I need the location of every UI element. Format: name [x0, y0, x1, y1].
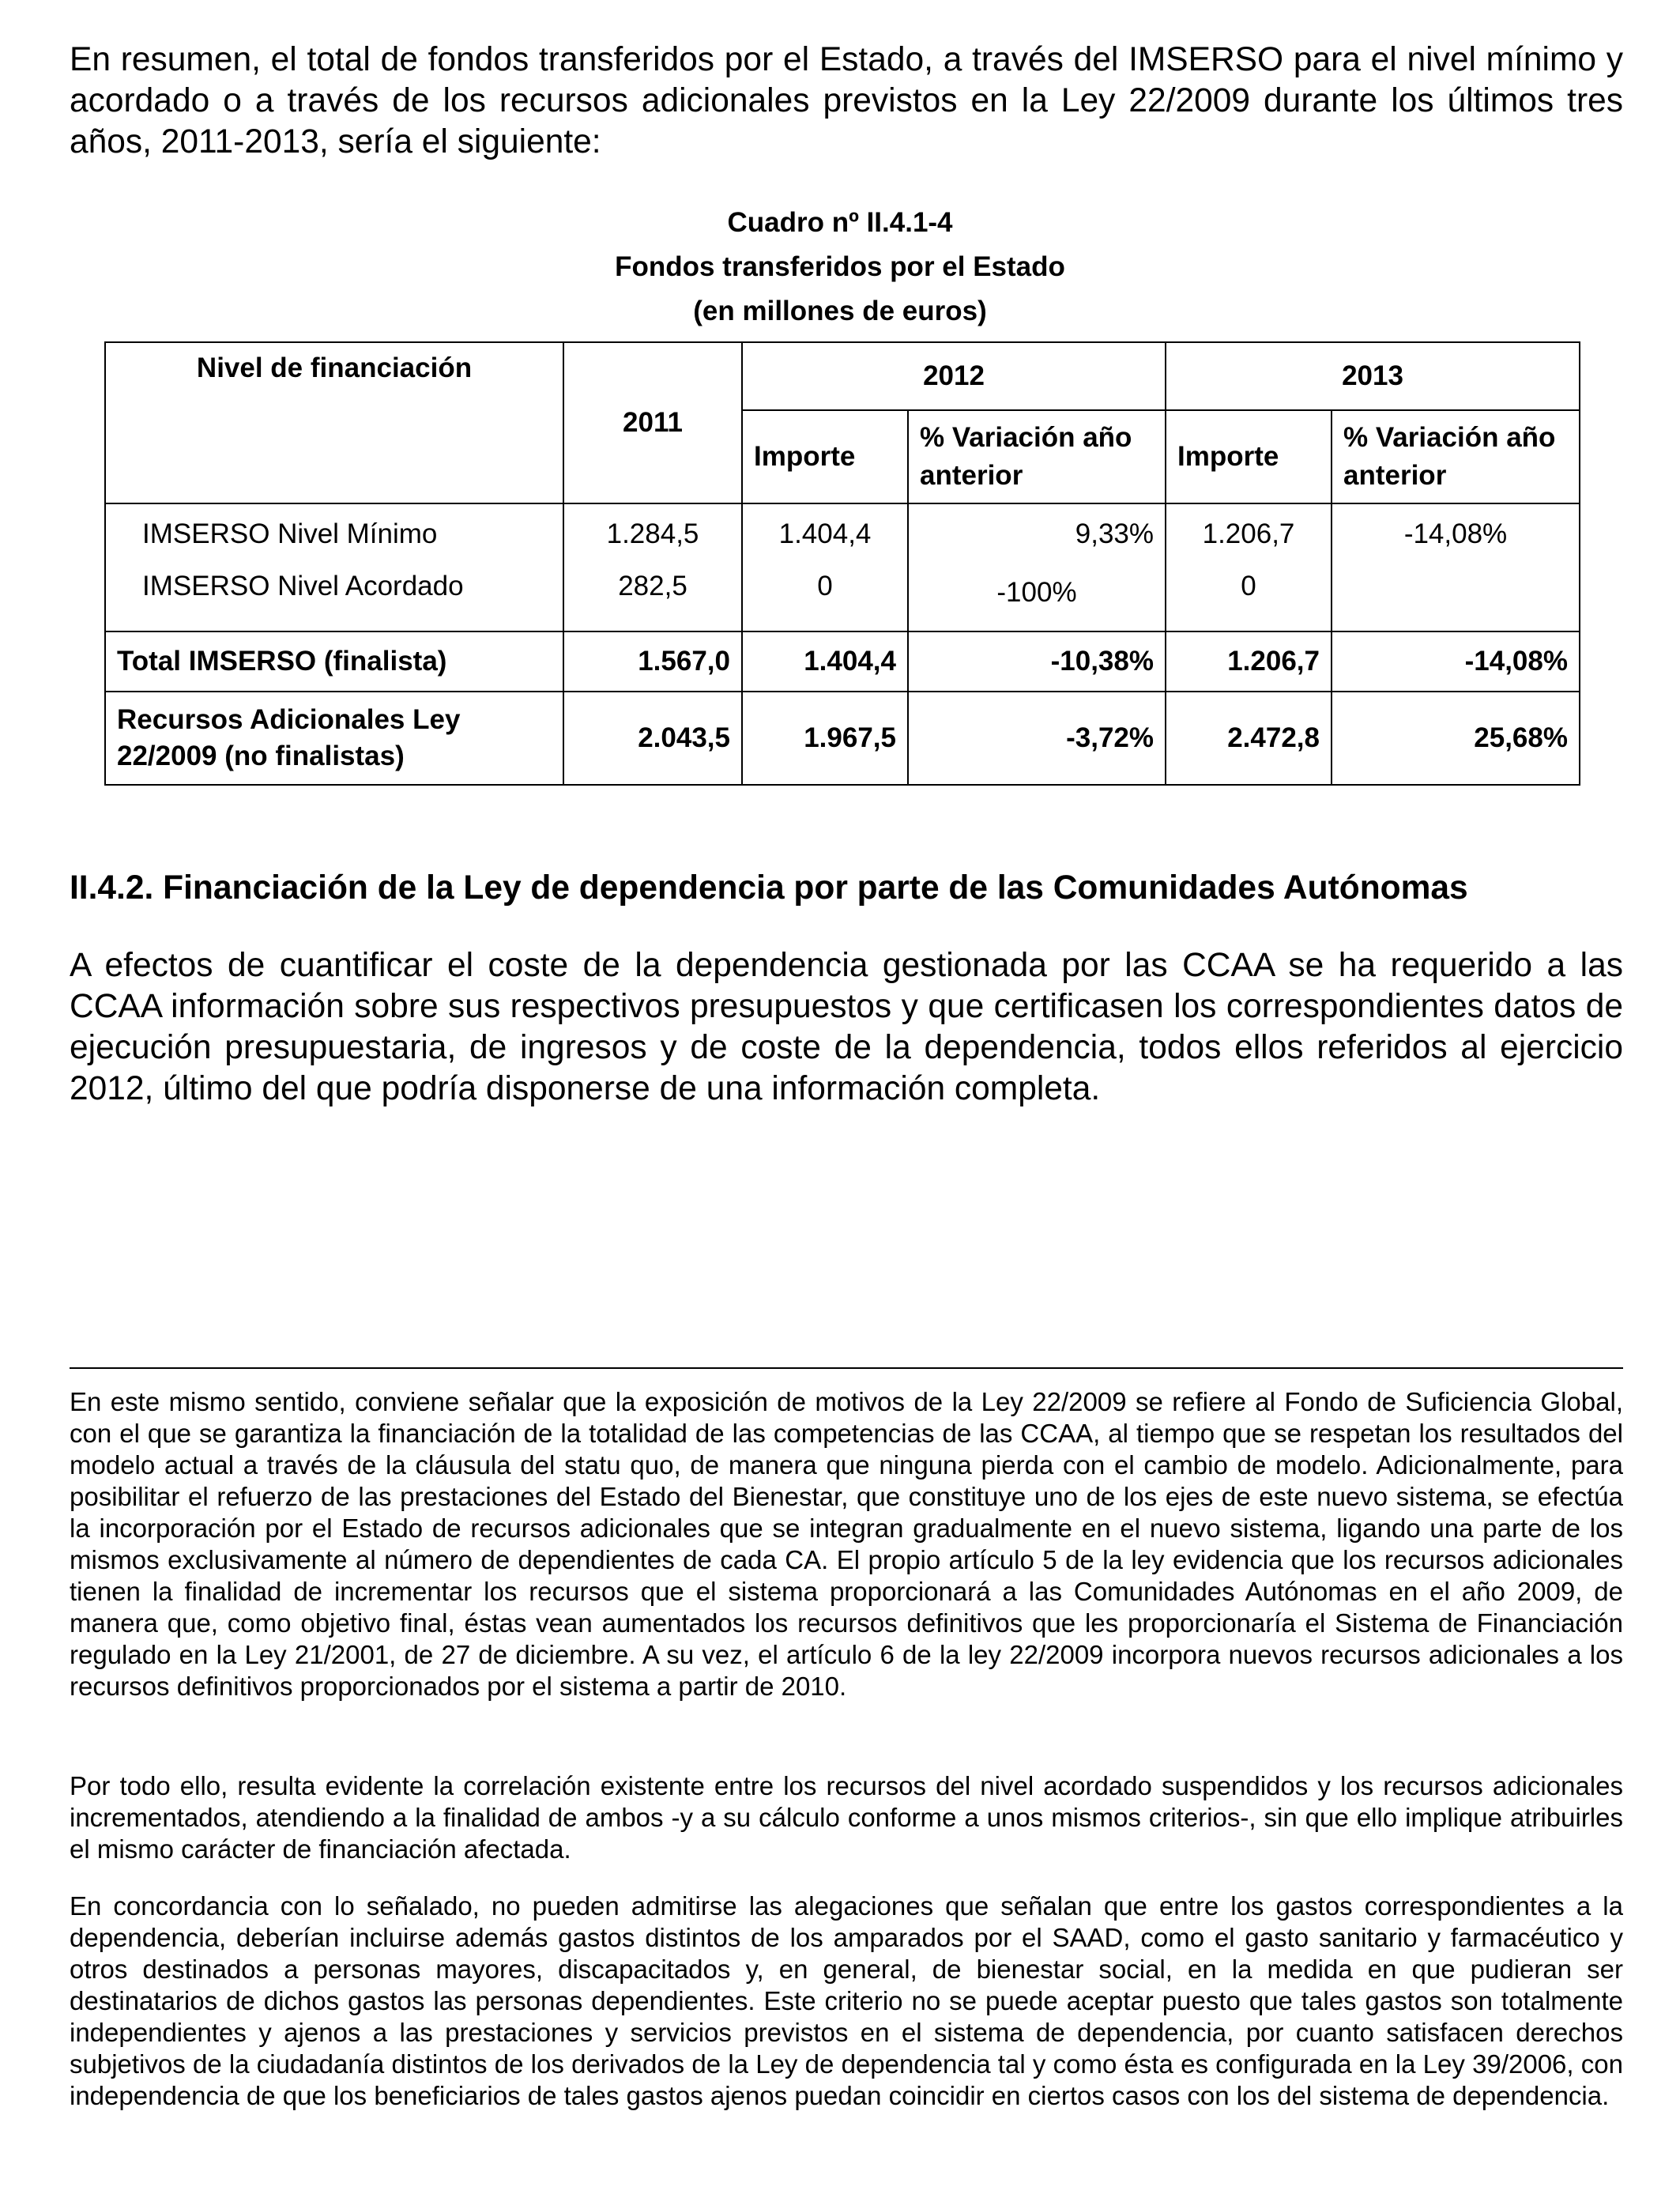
row-label: IMSERSO Nivel Acordado [105, 564, 563, 631]
cell-2012-importe: 1.404,4 [742, 631, 908, 692]
header-2012-importe: Importe [742, 410, 908, 503]
header-2013: 2013 [1166, 342, 1580, 410]
footnote-paragraph-3: En concordancia con lo señalado, no pueden admitirse las alegaciones que señalan que entre los gastos correspondientes a la dependencia, deberían incluirse además gastos distintos de los amparados por el SAAD, como el gasto sanitario y farmacéutico y otros destinados a personas mayores, discapacitados y, en general, de bienestar social, en la medida en que pudieran ser destinatarios de dichos gastos las personas dependientes. Este criterio no se puede aceptar puesto que tales gastos son totalmente independientes y ajenos a las prestaciones y servicios previstos en el sistema de dependencia, por cuanto satisfacen derechos subjetivos de la ciudadanía distintos de los derivados de la Ley de dependencia tal y como ésta es configurada en la Ley 39/2006, con independencia de que los beneficiarios de tales gastos ajenos puedan coincidir en ciertos casos con los del sistema de dependencia. [70, 1891, 1623, 2110]
header-2011: 2011 [563, 342, 742, 503]
cell-2013-variacion: 25,68% [1332, 692, 1580, 785]
cell-2011: 1.284,5 [563, 503, 742, 564]
table-caption-title: Fondos transferidos por el Estado [615, 251, 1065, 282]
intro-paragraph: En resumen, el total de fondos transferidos por el Estado, a través del IMSERSO para el nivel mínimo y acordado o a través de los recursos adicionales previstos en la Ley 22/2009 durante los últimos tres años, 2011-2013, sería el siguiente: [70, 41, 1623, 160]
cell-2013-importe: 0 [1166, 564, 1332, 631]
cell-2012-variacion: -3,72% [908, 692, 1166, 785]
funding-table [104, 341, 1580, 786]
header-2013-importe: Importe [1166, 410, 1332, 503]
footnote-divider [70, 1367, 1623, 1369]
header-2012-variacion: % Variación año anterior [908, 410, 1166, 503]
row-label: Recursos Adicionales Ley 22/2009 (no finalistas) [105, 692, 563, 785]
section-heading: II.4.2. Financiación de la Ley de dependencia por parte de las Comunidades Autónomas [70, 869, 1468, 907]
cell-2013-importe: 2.472,8 [1166, 692, 1332, 785]
cell-2013-variacion [1332, 564, 1580, 631]
cell-2012-importe: 0 [742, 564, 908, 631]
table-row [105, 503, 1580, 564]
cell-2013-variacion: -14,08% [1332, 631, 1580, 692]
cell-2013-variacion: -14,08% [1332, 503, 1580, 564]
footnote-paragraph-2: Por todo ello, resulta evidente la correlación existente entre los recursos del nivel acordado suspendidos y los recursos adicionales incrementados, atendiendo a la finalidad de ambos -y a su cálculo conforme a unos mismos criterios-, sin que ello implique atribuirles el mismo carácter de financiación afectada. [70, 1771, 1623, 1864]
cell-2012-variacion: -10,38% [908, 631, 1166, 692]
section-paragraph: A efectos de cuantificar el coste de la dependencia gestionada por las CCAA se ha requerido a las CCAA información sobre sus respectivos presupuestos y que certificasen los correspondientes datos de ejecución presupuestaria, de ingresos y de coste de la dependencia, todos ellos referidos al ejercicio 2012, último del que podría disponerse de una información completa. [70, 947, 1623, 1107]
table-row-additional [105, 692, 1580, 785]
header-2012: 2012 [742, 342, 1166, 410]
cell-2011: 1.567,0 [563, 631, 742, 692]
header-2013-variacion: % Variación año anterior [1332, 410, 1580, 503]
cell-2012-variacion: 9,33% [908, 503, 1166, 564]
cell-2011: 2.043,5 [563, 692, 742, 785]
table-caption-units: (en millones de euros) [693, 296, 987, 326]
table-row [105, 564, 1580, 631]
cell-2013-importe: 1.206,7 [1166, 503, 1332, 564]
table-row-total [105, 631, 1580, 692]
table-caption-number: Cuadro nº II.4.1-4 [727, 207, 953, 238]
cell-2013-importe: 1.206,7 [1166, 631, 1332, 692]
cell-2012-variacion: -100% [908, 564, 1166, 631]
cell-2012-importe: 1.404,4 [742, 503, 908, 564]
cell-2012-importe: 1.967,5 [742, 692, 908, 785]
row-label: IMSERSO Nivel Mínimo [105, 503, 563, 564]
cell-2011: 282,5 [563, 564, 742, 631]
footnote-paragraph-1: En este mismo sentido, conviene señalar que la exposición de motivos de la Ley 22/2009 se refiere al Fondo de Suficiencia Global, con el que se garantiza la financiación de la totalidad de las competencias de las CCAA, al tiempo que se respetan los resultados del modelo actual a través de la cláusula del statu quo, de manera que ninguna pierda con el cambio de modelo. Adicionalmente, para posibilitar el refuerzo de las prestaciones del Estado del Bienestar, que constituye uno de los ejes de este nuevo sistema, se efectúa la incorporación por el Estado de recursos adicionales que se integran gradualmente en el nuevo sistema, ligando una parte de los mismos exclusivamente al número de dependientes de cada CA. El propio artículo 5 de la ley evidencia que los recursos adicionales tienen la finalidad de incrementar los recursos que el sistema proporcionará a las Comunidades Autónomas en el año 2009, de manera que, como objetivo final, éstas vean aumentados los recursos definitivos que les proporcionaría el Sistema de Financiación regulado en la Ley 21/2001, de 27 de diciembre. A su vez, el artículo 6 de la ley 22/2009 incorpora nuevos recursos adicionales a los recursos definitivos proporcionados por el sistema a partir de 2010. [70, 1387, 1623, 1701]
row-label: Total IMSERSO (finalista) [105, 631, 563, 692]
header-level: Nivel de financiación [105, 342, 563, 503]
